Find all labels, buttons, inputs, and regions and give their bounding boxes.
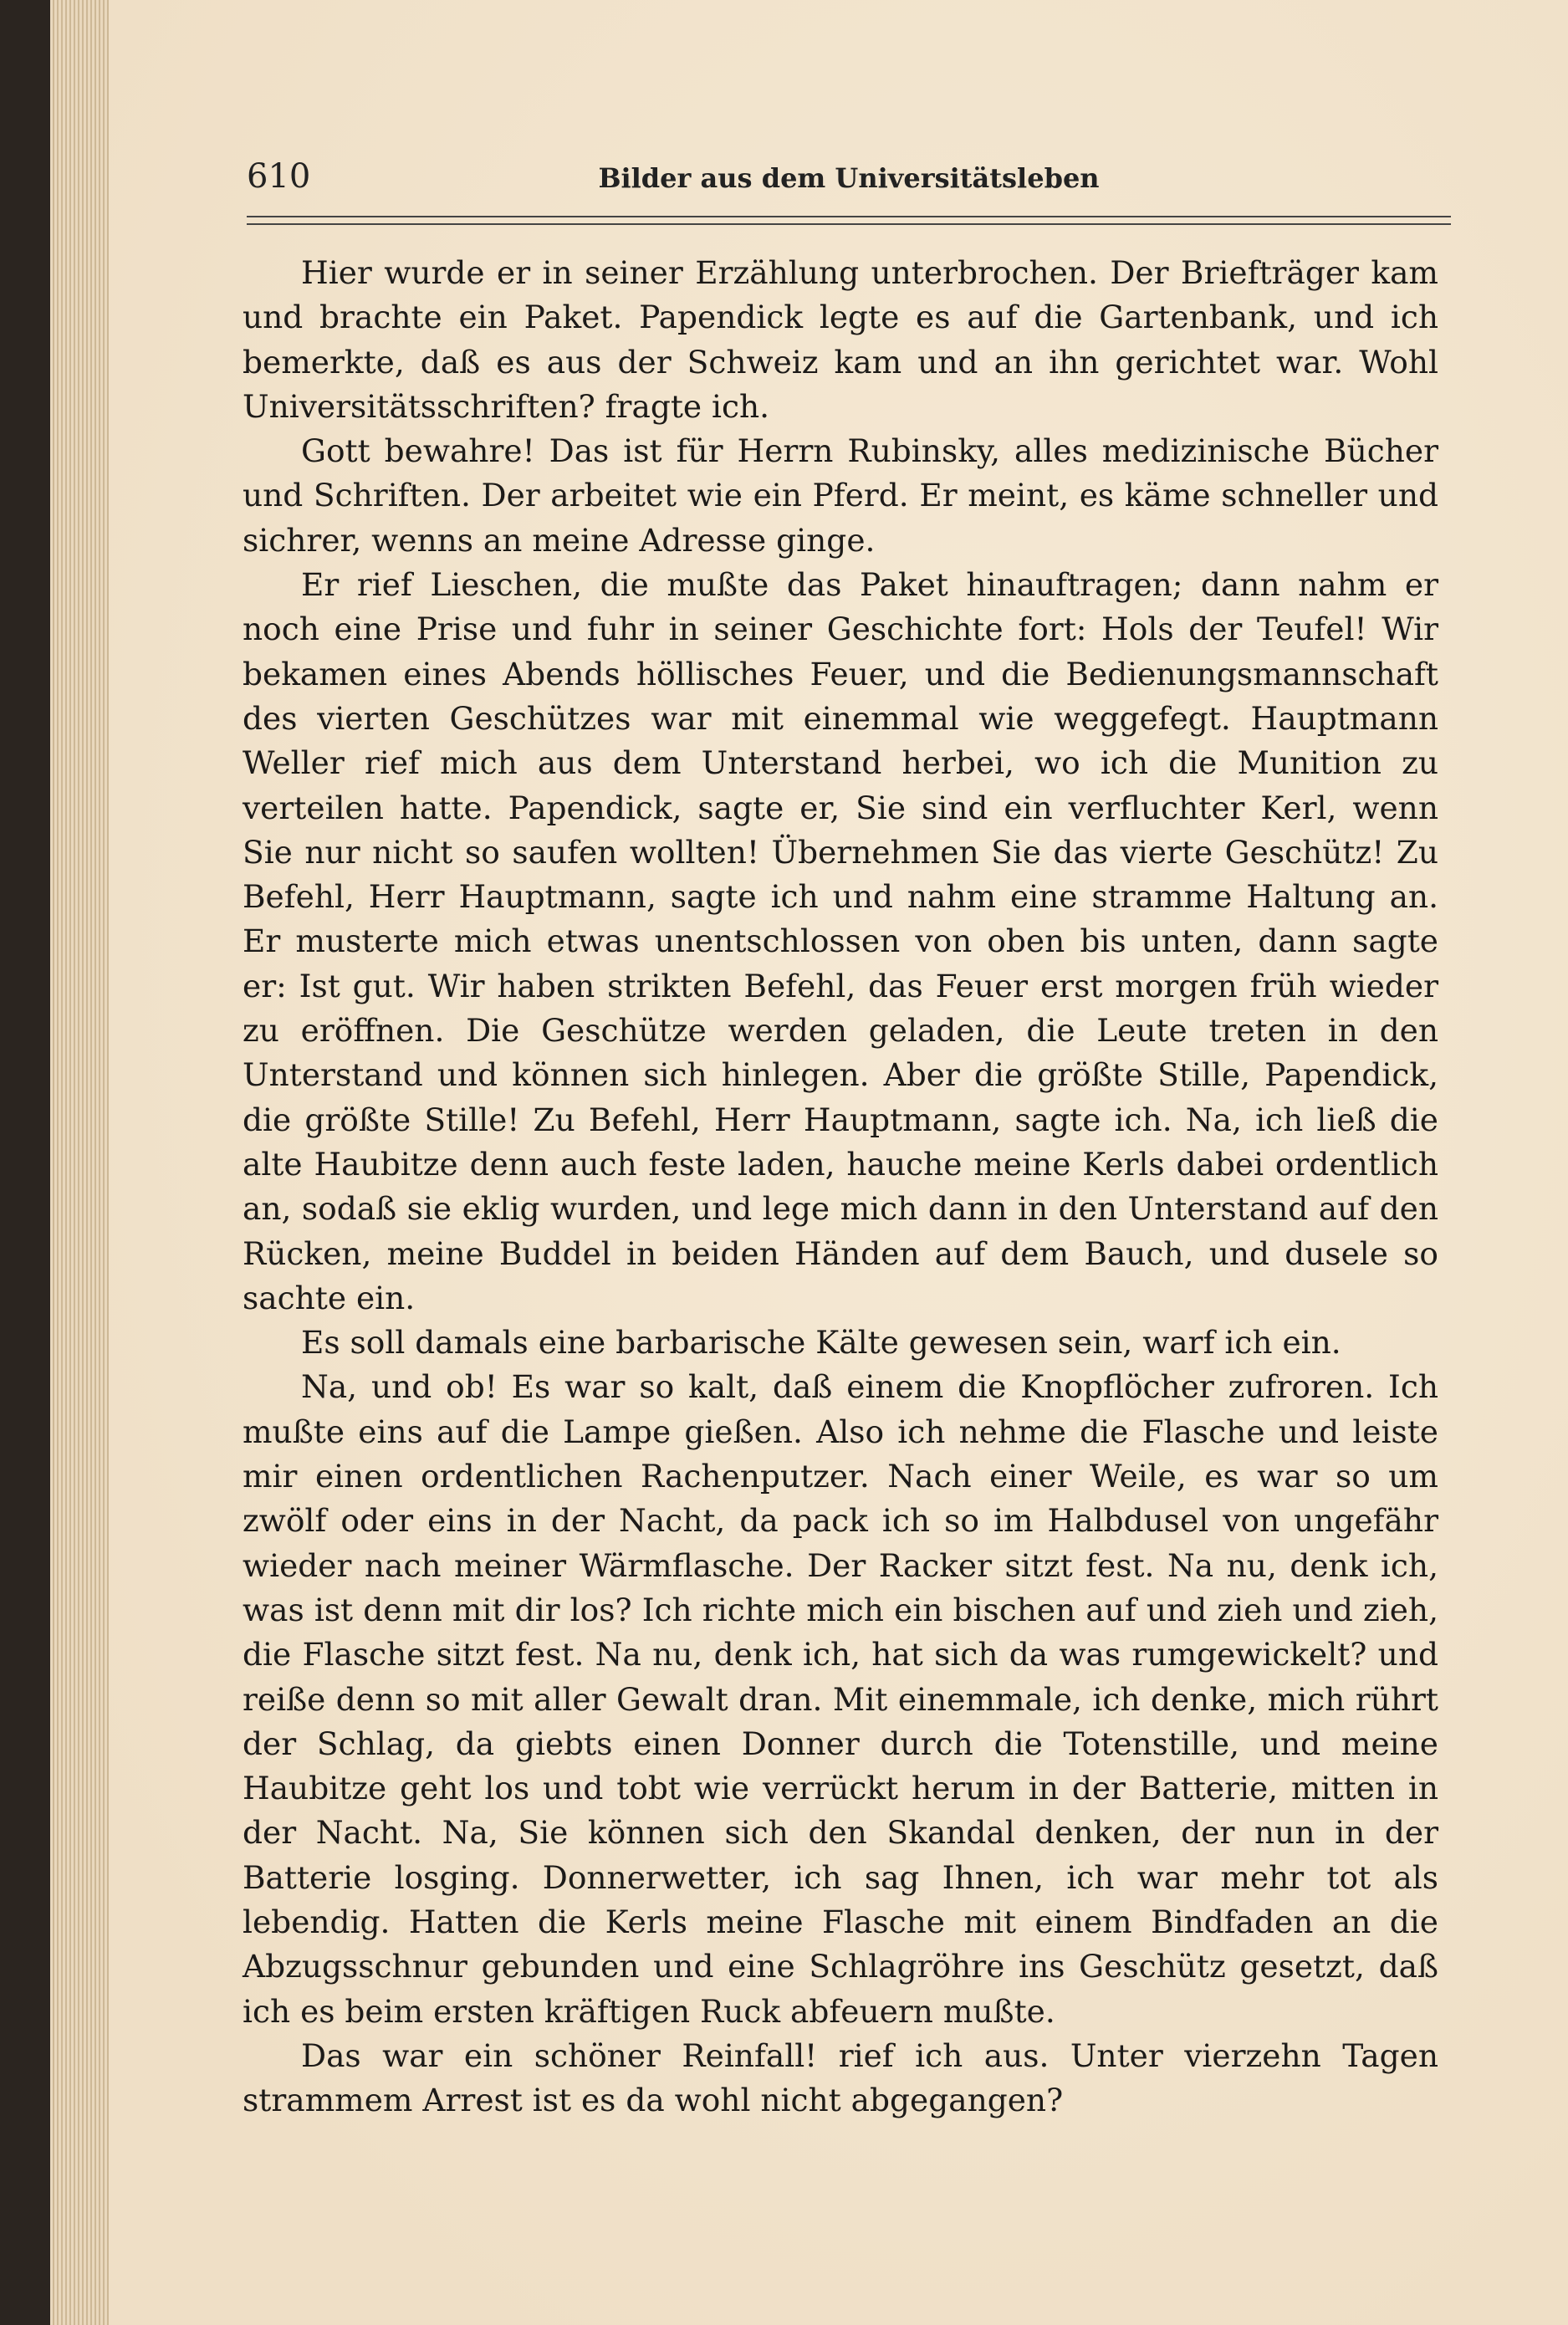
running-title: Bilder aus dem Universitätsleben [598,162,1100,194]
page-number: 610 [247,157,311,196]
header-rule [247,216,1451,225]
paragraph: Es soll damals eine barbarische Kälte gewesen sein, warf ich ein. [301,1324,1341,1362]
paragraph: Das war ein schöner Reinfall! rief ich aus. Unter vierzehn Tagen strammem Arrest ist es da wohl nicht abgegangen? [243,2036,1438,2119]
body-text [243,251,1438,2123]
page-header [247,157,1451,207]
paragraph: Na, und ob! Es war so kalt, daß einem die Knopflöcher zufroren. Ich mußte eins auf die Lampe gießen. Also ich nehme die Flasche und leiste mir einen ordentlichen Rachenputzer. Nach einer Weile, es war so um zwölf oder eins in der Nacht, da pack ich so im Halbdusel von ungefähr wieder nach meiner Wärmflasche. Der Racker sitzt fest. Na nu, denk ich, was ist denn mit dir los? Ich richte mich ein bischen auf und zieh und zieh, die Flasche sitzt fest. Na nu, denk ich, hat sich da was rumgewickelt? und reiße denn so mit aller Gewalt dran. Mit einemmale, ich denke, mich rührt der Schlag, da giebts einen Donner durch die Totenstille, und meine Haubitze geht los und tobt wie verrückt herum in der Batterie, mitten in der Nacht. Na, Sie können sich den Skandal denken, der nun in der Batterie losging. Donnerwetter, ich sag Ihnen, ich war mehr tot als lebendig. Hatten die Kerls meine Flasche mit einem Bindfaden an die Abzugsschnur gebunden und eine Schlagröhre ins Geschütz gesetzt, daß ich es beim ersten kräftigen Ruck abfeuern mußte. [243,1368,1438,2030]
paragraph: Gott bewahre! Das ist für Herrn Rubinsky, alles medizinische Bücher und Schriften. Der arbeitet wie ein Pferd. Er meint, es käme schneller und sichrer, wenns an meine Adresse ginge. [243,432,1438,559]
paragraph: Er rief Lieschen, die mußte das Paket hinauftragen; dann nahm er noch eine Prise und fuhr in seiner Geschichte fort: Hols der Teufel! Wir bekamen eines Abends höllisches Feuer, und die Bedienungsmannschaft des vierten Geschützes war mit einemmal wie weggefegt. Hauptmann Weller rief mich aus dem Unterstand herbei, wo ich die Munition zu verteilen hatte. Papendick, sagte er, Sie sind ein verfluchter Kerl, wenn Sie nur nicht so saufen wollten! Übernehmen Sie das vierte Geschütz! Zu Befehl, Herr Hauptmann, sagte ich und nahm eine stramme Haltung an. Er musterte mich etwas unentschlossen von oben bis unten, dann sagte er: Ist gut. Wir haben strikten Befehl, das Feuer erst morgen früh wieder zu eröffnen. Die Geschütze werden geladen, die Leute treten in den Unterstand und können sich hinlegen. Aber die größte Stille, Papendick, die größte Stille! Zu Befehl, Herr Hauptmann, sagte ich. Na, ich ließ die alte Haubitze denn auch feste laden, hauche meine Kerls dabei ordentlich an, sodaß sie eklig wurden, und lege mich dann in den Unterstand auf den Rücken, meine Buddel in beiden Händen auf dem Bauch, und dusele so sachte ein. [243,566,1438,1316]
page-edge [50,0,109,2325]
paragraph: Hier wurde er in seiner Erzählung unterbrochen. Der Briefträger kam und brachte ein Paket. Papendick legte es auf die Gartenbank, und ich bemerkte, daß es aus der Schweiz kam und an ihn gerichtet war. Wohl Universitätsschriften? fragte ich. [243,254,1438,425]
